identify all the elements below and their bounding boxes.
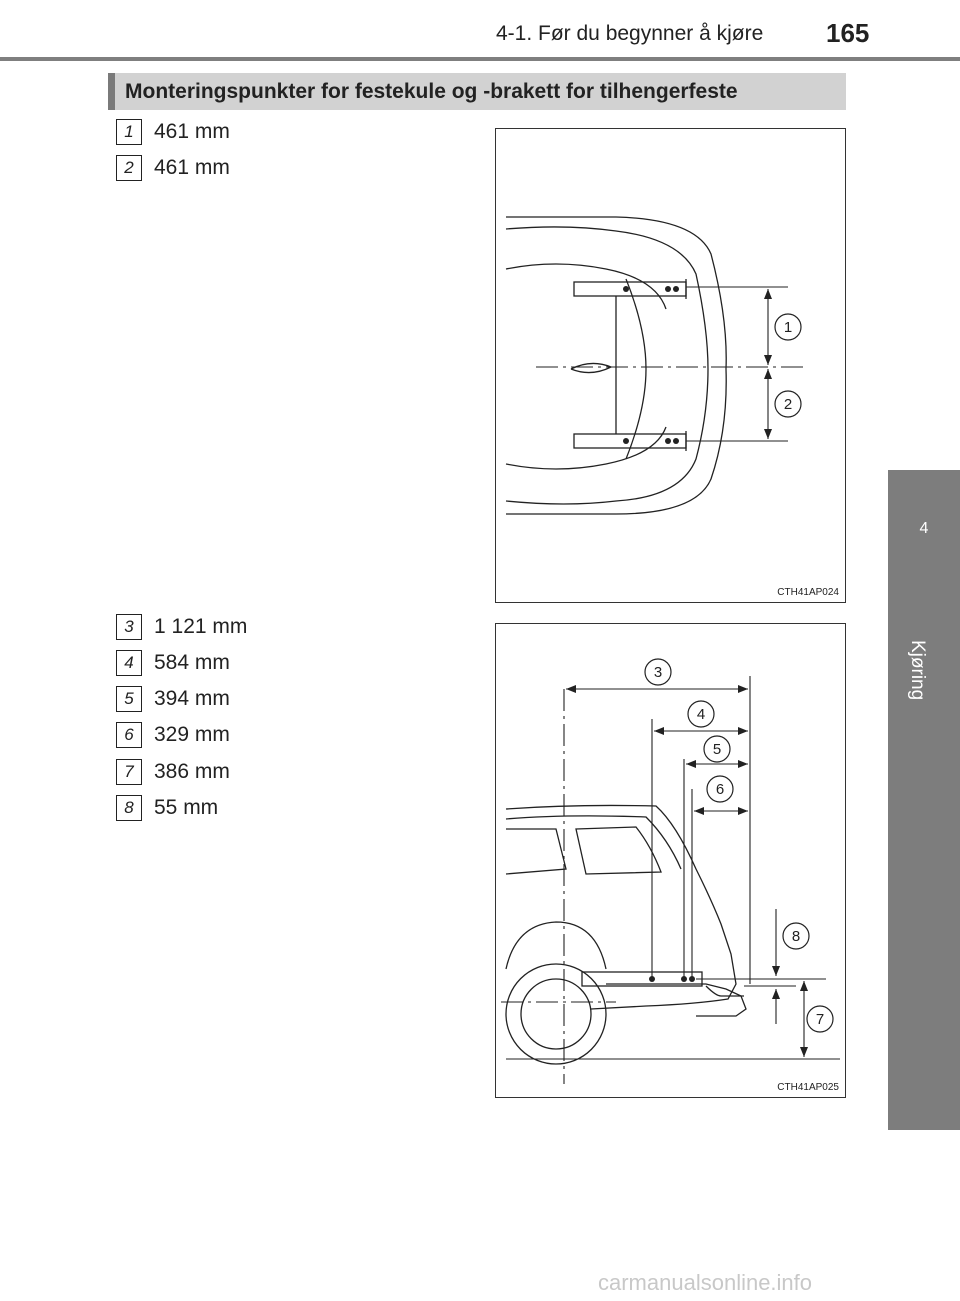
section-heading: Monteringspunkter for festekule og -brakett for tilhengerfeste — [108, 73, 846, 110]
list-item — [116, 649, 230, 677]
item-value: 1 121 mm — [154, 615, 248, 638]
item-number-badge: 2 — [116, 155, 142, 181]
item-value: 461 mm — [154, 120, 230, 143]
item-value: 394 mm — [154, 687, 230, 710]
item-value: 329 mm — [154, 723, 230, 746]
top-view-illustration — [496, 129, 844, 601]
side-view-illustration — [496, 624, 844, 1096]
callout-5: 5 — [712, 741, 722, 758]
item-value: 461 mm — [154, 156, 230, 179]
callout-8: 8 — [791, 928, 801, 945]
item-number-badge: 6 — [116, 722, 142, 748]
figure-code: CTH41AP024 — [777, 587, 839, 598]
item-number-badge: 5 — [116, 686, 142, 712]
chapter-tab[interactable] — [888, 470, 960, 1130]
item-number-badge: 3 — [116, 614, 142, 640]
callout-6: 6 — [715, 781, 725, 798]
chapter-number: 4 — [919, 520, 929, 537]
item-number-badge: 1 — [116, 119, 142, 145]
list-item — [116, 721, 230, 749]
list-item — [116, 118, 230, 146]
figure-top-view — [495, 128, 846, 603]
figure-side-view — [495, 623, 846, 1098]
list-item — [116, 154, 230, 182]
item-number-badge: 7 — [116, 759, 142, 785]
item-value: 55 mm — [154, 796, 219, 819]
callout-1: 1 — [783, 319, 793, 336]
chapter-label: Kjøring — [907, 640, 928, 701]
callout-2: 2 — [783, 396, 793, 413]
list-item — [116, 685, 230, 713]
list-item — [116, 758, 230, 786]
callout-3: 3 — [653, 664, 663, 681]
header-divider — [0, 57, 960, 61]
callout-7: 7 — [815, 1011, 825, 1028]
section-title: 4-1. Før du begynner å kjøre — [496, 22, 764, 45]
item-value: 584 mm — [154, 651, 230, 674]
list-item — [116, 613, 247, 641]
item-number-badge: 4 — [116, 650, 142, 676]
watermark: carmanualsonline.info — [598, 1270, 813, 1295]
list-item — [116, 794, 218, 822]
callout-4: 4 — [696, 706, 706, 723]
item-number-badge: 8 — [116, 795, 142, 821]
item-value: 386 mm — [154, 760, 230, 783]
figure-code: CTH41AP025 — [777, 1082, 839, 1093]
page-number: 165 — [826, 18, 870, 48]
